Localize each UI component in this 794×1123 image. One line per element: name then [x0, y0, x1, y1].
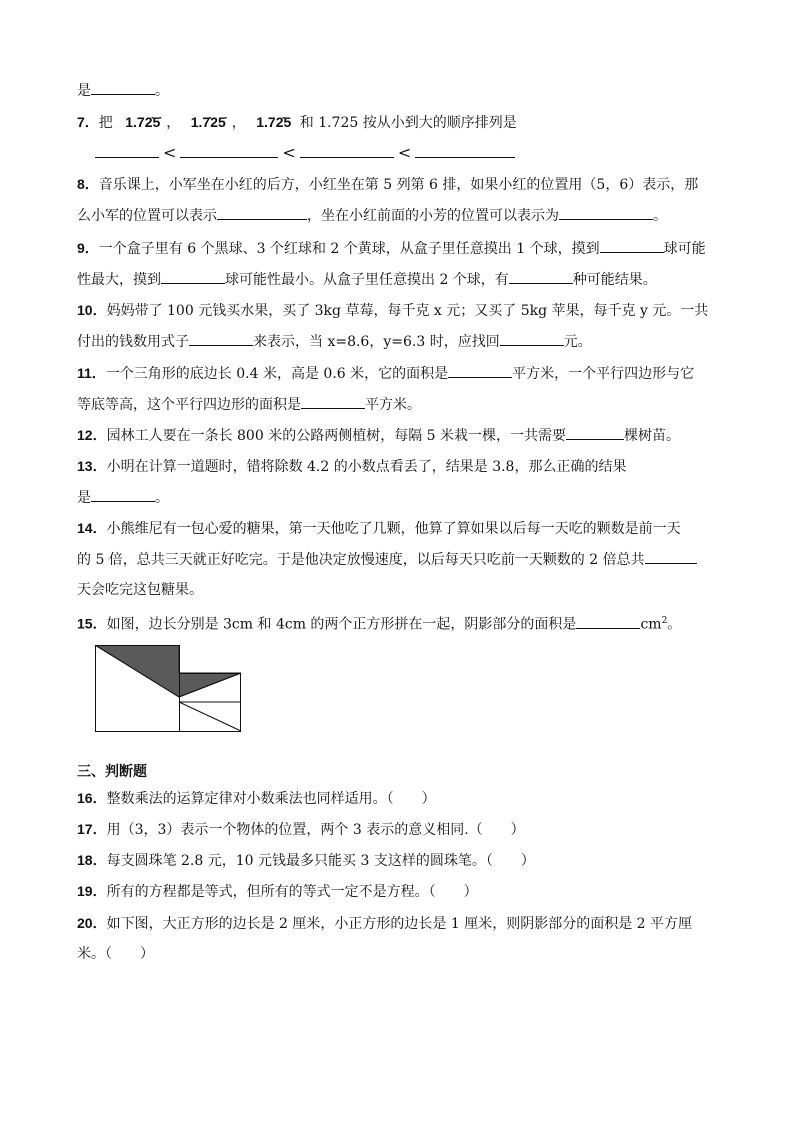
- q7-middle-text: 和 1.725 按从小到大的顺序排列是: [299, 115, 517, 131]
- q13-line2-b: 。: [155, 490, 169, 506]
- q9-line2-a: 性最大，摸到: [77, 272, 161, 288]
- q7-line1: [77, 112, 517, 133]
- q15-shaded-triangle: [95, 645, 241, 697]
- q9-number: 9．: [77, 240, 99, 256]
- q16-text: 整数乘法的运算定律对小数乘法也同样适用。（ ）: [106, 791, 436, 807]
- q6-answer-blank[interactable]: [91, 80, 155, 95]
- q16-number: 16．: [77, 790, 107, 806]
- q8-line2-b: ，坐在小红前面的小芳的位置可以表示为: [307, 208, 559, 224]
- q7-lead: 把: [98, 115, 113, 131]
- q12-number: 12．: [77, 427, 107, 443]
- q15-squares-figure: [95, 645, 243, 737]
- section-3-title: 三、判断题: [77, 764, 147, 780]
- q13-line2: [77, 487, 169, 508]
- q18-number: 18．: [77, 852, 107, 868]
- q10-blank-1[interactable]: [189, 331, 253, 346]
- q14-line3: [77, 580, 203, 600]
- q8-line2-c: 。: [653, 208, 667, 224]
- q14-line1: [77, 518, 681, 539]
- q15-unit-sup: 2: [661, 616, 668, 626]
- q15-end: 。: [667, 616, 682, 633]
- q10-line1: [77, 300, 708, 321]
- q20-line2-text: 米。（ ）: [77, 946, 154, 962]
- q13-blank[interactable]: [91, 487, 155, 502]
- q13-number: 13．: [77, 458, 107, 474]
- q11-line1-a: 一个三角形的底边长 0.4 米，高是 0.6 米，它的面积是: [105, 366, 449, 382]
- q10-number: 10．: [77, 302, 107, 318]
- q7-sep-2: ，: [231, 115, 246, 131]
- q10-line2-b: 来表示，当 x=8.6，y=6.3 时，应找回: [253, 334, 500, 350]
- q8-line2-a: 么小军的位置可以表示: [77, 208, 217, 224]
- q9-blank-2[interactable]: [161, 269, 225, 284]
- q7-blank-4[interactable]: [415, 143, 515, 158]
- q19-number: 19．: [77, 883, 107, 899]
- q8-blank-1[interactable]: [217, 205, 307, 220]
- q16-line: [77, 788, 436, 809]
- q12-text-b: 棵树苗。: [624, 428, 681, 444]
- q20-line1-text: 如下图，大正方形的边长是 2 厘米，小正方形的边长是 1 厘米，则阴影部分的面积是 2 平方厘: [106, 916, 692, 932]
- q7-blank-3[interactable]: [300, 143, 394, 158]
- q13-line1: [77, 456, 626, 477]
- q19-text: 所有的方程都是等式，但所有的等式一定不是方程。（ ）: [106, 884, 478, 900]
- q15-number: 15．: [77, 615, 107, 632]
- q11-blank-2[interactable]: [301, 394, 365, 409]
- q7-decimal-1: 1.72̇5̇: [125, 114, 161, 130]
- q7-blank-2[interactable]: [180, 143, 278, 158]
- q6-tail-line: [77, 80, 169, 101]
- q18-text: 每支圆珠笔 2.8 元，10 元钱最多只能买 3 支这样的圆珠笔。（ ）: [106, 853, 535, 869]
- q7-less-than-2: <: [282, 143, 296, 162]
- q11-line1: [77, 363, 694, 384]
- q20-number: 20．: [77, 915, 107, 931]
- q7-less-than-3: <: [397, 143, 412, 162]
- q12-blank[interactable]: [566, 425, 624, 440]
- q14-number: 14．: [77, 520, 107, 536]
- q11-line2-b: 平方米。: [365, 397, 421, 413]
- q7-less-than-1: <: [163, 143, 177, 162]
- q7-line2: [95, 143, 515, 164]
- q8-line2: [77, 205, 667, 226]
- q15-unit: cm: [640, 616, 662, 633]
- q17-number: 17．: [77, 821, 107, 837]
- q17-line: [77, 819, 525, 840]
- q19-line: [77, 881, 478, 902]
- q15-diagonal-lower: [179, 702, 241, 731]
- q15-blank[interactable]: [576, 614, 640, 629]
- q13-line1-text: 小明在计算一道题时，错将除数 4.2 的小数点看丢了，结果是 3.8，那么正确的结果: [106, 459, 627, 475]
- q11-line1-b: 平方米，一个平行四边形与它: [512, 366, 695, 382]
- q14-line1-text: 小熊维尼有一包心爱的糖果，第一天他吃了几颗，他算了算如果以后每一天吃的颗数是前一天: [106, 521, 681, 537]
- q7-blank-1[interactable]: [95, 143, 159, 158]
- q15-figure-svg: [95, 645, 243, 733]
- q6-tail-text: 是: [77, 83, 91, 99]
- q10-line2: [77, 331, 592, 352]
- q7-number: 7．: [77, 114, 99, 130]
- q17-text: 用（3，3）表示一个物体的位置，两个 3 表示的意义相同.（ ）: [106, 822, 525, 838]
- q10-line2-c: 元。: [563, 334, 592, 350]
- q9-line1: [77, 238, 706, 259]
- q12-line: [77, 425, 680, 446]
- q18-line: [77, 850, 535, 871]
- q14-line2: [77, 549, 697, 570]
- q11-number: 11．: [77, 365, 106, 381]
- q10-line2-a: 付出的钱数用式子: [77, 334, 189, 350]
- q7-sep-1: ，: [166, 115, 181, 131]
- q14-line3-text: 天会吃完这包糖果。: [77, 582, 203, 598]
- q8-line1: [77, 174, 698, 195]
- q8-line1-text: 音乐课上，小军坐在小红的后方，小红坐在第 5 列第 6 排，如果小红的位置用（5，6）表示，那: [98, 177, 699, 193]
- q13-line2-a: 是: [77, 490, 91, 506]
- q20-line1: [77, 913, 692, 934]
- q10-line1-text: 妈妈带了 100 元钱买水果，买了 3kg 草莓，每千克 x 元；又买了 5kg 苹果，每千克 y 元。一共: [106, 303, 709, 319]
- q9-line2-b: 球可能性最小。从盒子里任意摸出 2 个球，有: [225, 272, 509, 288]
- q11-line2-a: 等底等高，这个平行四边形的面积是: [77, 397, 301, 413]
- q12-text-a: 园林工人要在一条长 800 米的公路两侧植树，每隔 5 米栽一棵，一共需要: [106, 428, 567, 444]
- q8-blank-2[interactable]: [559, 205, 653, 220]
- q11-blank-1[interactable]: [448, 363, 512, 378]
- q9-blank-1[interactable]: [600, 238, 664, 253]
- q15-line: [77, 611, 681, 635]
- q6-tail-end: 。: [155, 83, 169, 99]
- q8-number: 8．: [77, 176, 99, 192]
- q14-line2-text: 的 5 倍，总共三天就正好吃完。于是他决定放慢速度，以后每天只吃前一天颗数的 2 倍总共: [77, 552, 645, 568]
- q14-blank[interactable]: [645, 549, 697, 564]
- q9-blank-3[interactable]: [509, 269, 573, 284]
- q9-line1-b: 球可能: [663, 241, 706, 257]
- q7-decimal-3: 1.72̇5: [256, 114, 292, 130]
- q9-line1-a: 一个盒子里有 6 个黑球、3 个红球和 2 个黄球，从盒子里任意摸出 1 个球，摸到: [98, 241, 600, 257]
- q15-text-a: 如图，边长分别是 3cm 和 4cm 的两个正方形拼在一起，阴影部分的面积是: [106, 616, 577, 633]
- q9-line2-c: 种可能结果。: [572, 272, 657, 288]
- q10-blank-2[interactable]: [500, 331, 564, 346]
- q11-line2: [77, 394, 421, 415]
- q20-line2: [77, 944, 154, 964]
- q7-decimal-2: 1.7̇25̇: [190, 114, 226, 130]
- q9-line2: [77, 269, 657, 290]
